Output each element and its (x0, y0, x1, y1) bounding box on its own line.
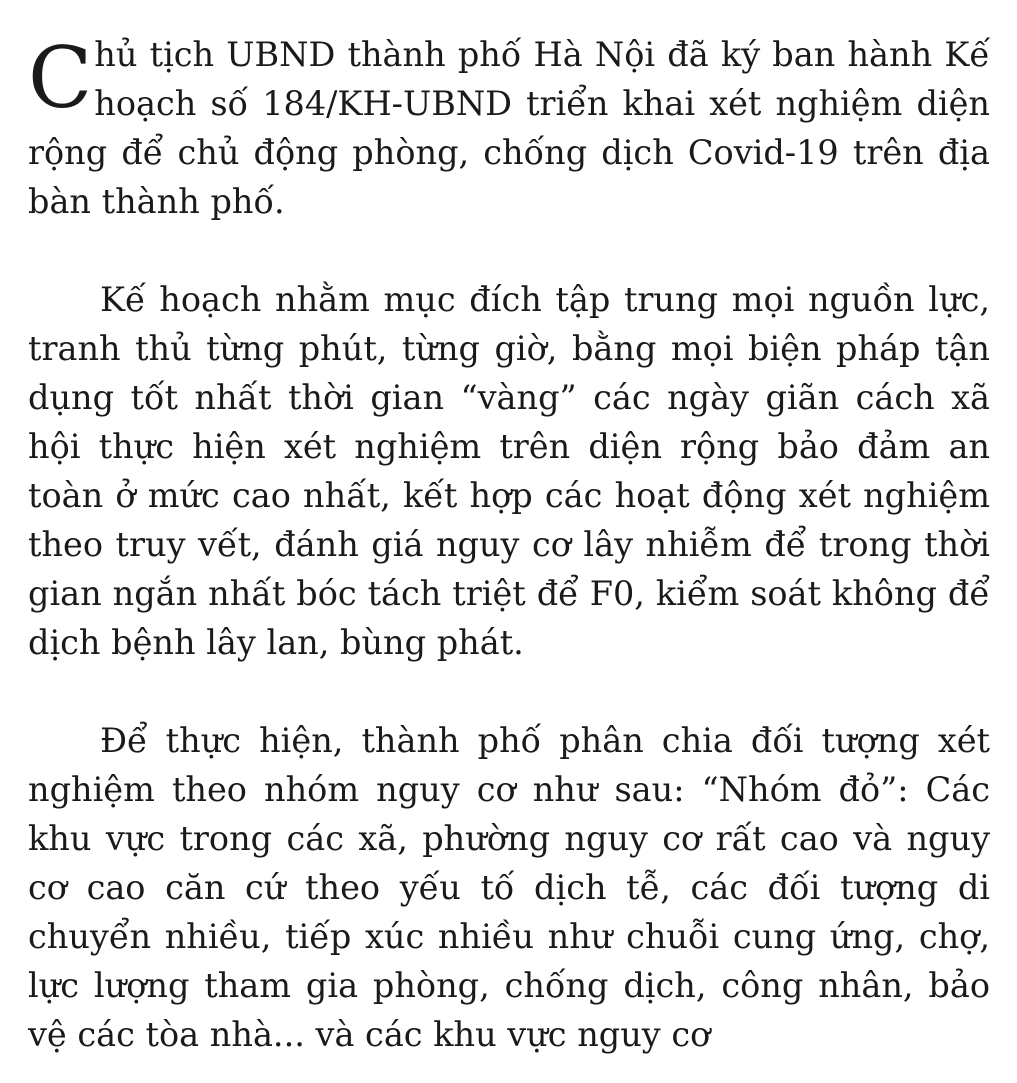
paragraph-2: Kế hoạch nhằm mục đích tập trung mọi nguồn lực, tranh thủ từng phút, từng giờ, bằng mọi biện pháp tận dụng tốt nhất thời gian “vàng” các ngày giãn cách xã hội thực hiện xét nghiệm trên diện rộng bảo đảm an toàn ở mức cao nhất, kết hợp các hoạt động xét nghiệm theo truy vết, đánh giá nguy cơ lây nhiễm để trong thời gian ngắn nhất bóc tách triệt để F0, kiểm soát không để dịch bệnh lây lan, bùng phát. (28, 280, 990, 662)
drop-cap: C (28, 29, 93, 127)
paragraph-1-text: hủ tịch UBND thành phố Hà Nội đã ký ban hành Kế hoạch số 184/KH-UBND triển khai xét nghiệm diện rộng để chủ động phòng, chống dịch Covid-19 trên địa bàn thành phố. (28, 35, 990, 221)
article-body (28, 30, 990, 1059)
paragraph-1 (28, 30, 990, 226)
paragraph-3: Để thực hiện, thành phố phân chia đối tượng xét nghiệm theo nhóm nguy cơ như sau: “Nhóm đỏ”: Các khu vực trong các xã, phường nguy cơ rất cao và nguy cơ cao căn cứ theo yếu tố dịch tễ, các đối tượng di chuyển nhiều, tiếp xúc nhiều như chuỗi cung ứng, chợ, lực lượng tham gia phòng, chống dịch, công nhân, bảo vệ các tòa nhà... và các khu vực nguy cơ (28, 721, 990, 1054)
